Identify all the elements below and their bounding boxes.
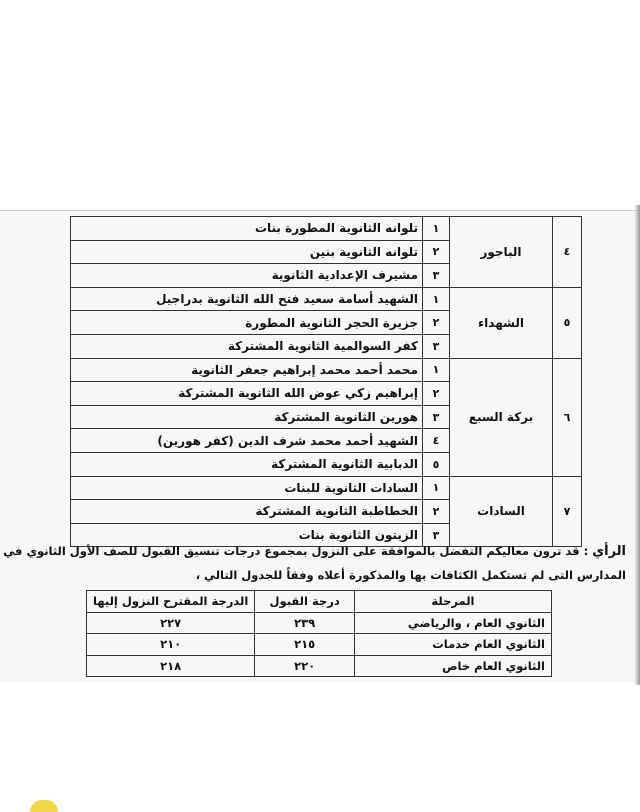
school-index: ١ [423,287,450,311]
corner-sticker [30,800,58,812]
proposed-score: ٢١٠ [87,634,255,656]
opinion-text-1: : قد ترون معاليكم التفضل بالموافقة على النزول بمجموع درجات تنسيق القبول للصف الأول الثانوي في [3,544,589,558]
district-name: الشهداء [450,287,553,358]
school-index: ٤ [423,429,450,453]
district-number: ٧ [553,476,582,547]
school-index: ٣ [423,334,450,358]
school-name: السادات الثانوية للبنات [71,476,423,500]
district-number: ٥ [553,287,582,358]
header-proposed: الدرجة المقترح النزول إليها [87,591,255,613]
school-name: إبراهيم زكي عوض الله الثانوية المشتركة [71,382,423,406]
header-admission: درجة القبول [255,591,355,613]
school-name: الشهيد أسامة سعيد فتح الله الثانوية بدراجيل [71,287,423,311]
score-row [87,612,552,634]
school-name: محمد أحمد محمد إبراهيم جعفر الثانوية [71,358,423,382]
school-name: مشيرف الإعدادية الثانوية [71,264,423,288]
score-row [87,655,552,677]
school-name: هورين الثانوية المشتركة [71,405,423,429]
header-stage: المرحلة [354,591,551,613]
admission-score: ٢٢٠ [255,655,355,677]
school-row [71,287,582,311]
school-name: كفر السوالمية الثانوية المشتركة [71,334,423,358]
school-name: جزيرة الحجر الثانوية المطورة [71,311,423,335]
proposed-score: ٢١٨ [87,655,255,677]
district-name: الباجور [450,217,553,288]
score-table [86,590,552,677]
admission-score: ٢١٥ [255,634,355,656]
school-row [71,217,582,241]
school-index: ٣ [423,523,450,547]
opinion-label: الرأي [592,544,626,559]
opinion-text-2: المدارس التى لم تستكمل الكثافات بها والمذكورة أعلاه وفقاً للجدول التالي ، [195,568,626,582]
school-index: ١ [423,476,450,500]
school-name: الزيتون الثانوية بنات [71,523,423,547]
district-name: بركة السبع [450,358,553,476]
stage-cell: الثانوي العام خاص [354,655,551,677]
district-number: ٦ [553,358,582,476]
district-name: السادات [450,476,553,547]
school-index: ١ [423,217,450,241]
stage-cell: الثانوي العام ، والرياضي [354,612,551,634]
school-index: ٣ [423,264,450,288]
school-name: الشهيد أحمد محمد شرف الدين (كفر هورين) [71,429,423,453]
score-row [87,634,552,656]
school-index: ٥ [423,452,450,476]
proposed-score: ٢٢٧ [87,612,255,634]
schools-table [70,216,582,547]
opinion-line-2 [12,568,626,582]
school-name: تلوانه الثانوية بنين [71,240,423,264]
school-row [71,476,582,500]
admission-score: ٢٣٩ [255,612,355,634]
page-edge-shadow [634,205,640,685]
school-row [71,358,582,382]
score-table-header [87,591,552,613]
school-name: تلوانه الثانوية المطورة بنات [71,217,423,241]
school-index: ٢ [423,382,450,406]
school-name: الخطاطبة الثانوية المشتركة [71,500,423,524]
school-index: ٢ [423,311,450,335]
school-index: ١ [423,358,450,382]
opinion-line-1 [3,544,626,559]
district-number: ٤ [553,217,582,288]
school-name: الدبابية الثانوية المشتركة [71,452,423,476]
stage-cell: الثانوي العام خدمات [354,634,551,656]
school-index: ٢ [423,240,450,264]
school-index: ٢ [423,500,450,524]
school-index: ٣ [423,405,450,429]
